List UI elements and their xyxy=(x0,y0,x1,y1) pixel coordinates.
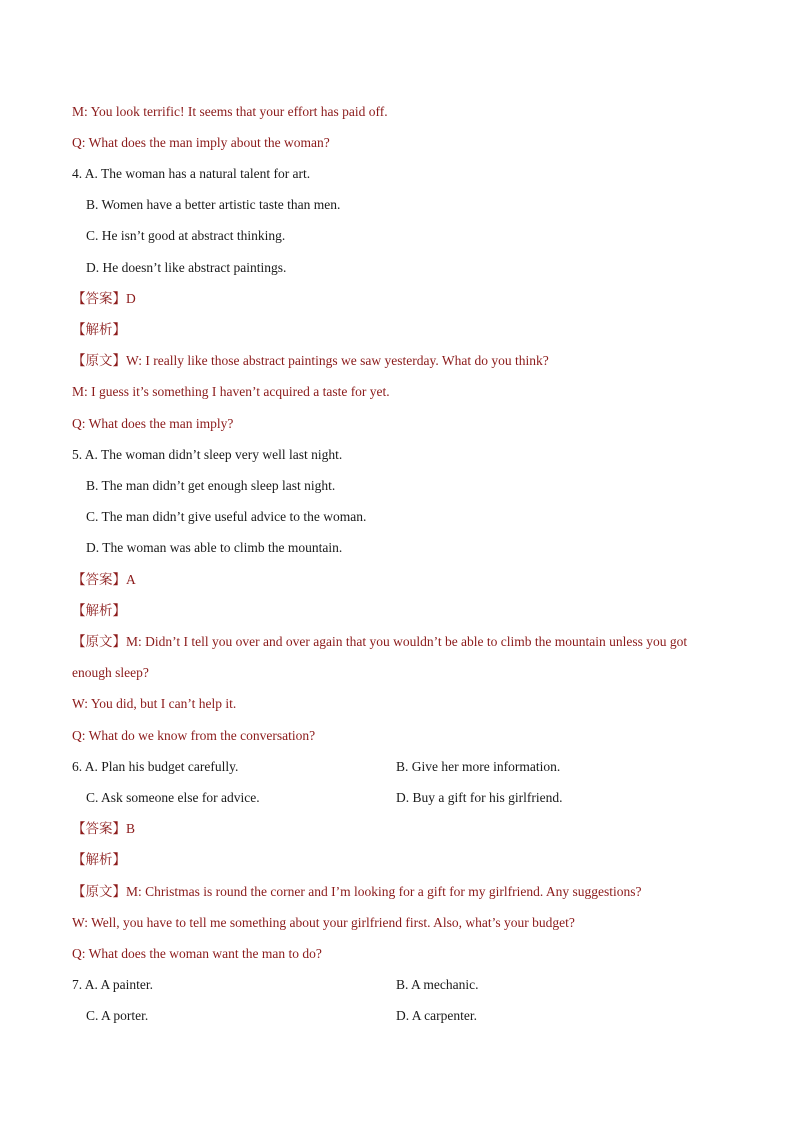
answer-5: 【答案】A xyxy=(72,572,136,587)
option-4a: 4. A. The woman has a natural talent for art. xyxy=(72,166,311,181)
dialogue-line: M: You look terrific! It seems that your effort has paid off. xyxy=(72,104,388,119)
option-6c: C. Ask someone else for advice. xyxy=(86,790,260,805)
transcript-4-line-1: 【原文】W: I really like those abstract paintings we saw yesterday. What do you think? xyxy=(72,353,549,368)
transcript-5-line-2: W: You did, but I can’t help it. xyxy=(72,696,237,711)
option-7c: C. A porter. xyxy=(86,1008,149,1023)
option-7a: 7. A. A painter. xyxy=(72,977,153,992)
question-line: Q: What does the man imply about the woman? xyxy=(72,135,330,150)
option-4d: D. He doesn’t like abstract paintings. xyxy=(86,260,287,275)
option-5c: C. The man didn’t give useful advice to the woman. xyxy=(86,509,367,524)
option-5d: D. The woman was able to climb the mountain. xyxy=(86,540,343,555)
transcript-6-line-2: W: Well, you have to tell me something about your girlfriend first. Also, what’s your budget? xyxy=(72,915,575,930)
option-4b: B. Women have a better artistic taste than men. xyxy=(86,197,341,212)
transcript-4-line-2: M: I guess it’s something I haven’t acquired a taste for yet. xyxy=(72,384,390,399)
answer-4: 【答案】D xyxy=(72,291,136,306)
option-6b: B. Give her more information. xyxy=(396,759,561,774)
transcript-5-line-1: 【原文】M: Didn’t I tell you over and over again that you wouldn’t be able to climb the mountain unless you got xyxy=(72,634,688,649)
option-6d: D. Buy a gift for his girlfriend. xyxy=(396,790,563,805)
answer-6: 【答案】B xyxy=(72,821,136,836)
option-7b: B. A mechanic. xyxy=(396,977,479,992)
option-6a: 6. A. Plan his budget carefully. xyxy=(72,759,239,774)
analysis-6: 【解析】 xyxy=(72,852,126,867)
option-4c: C. He isn’t good at abstract thinking. xyxy=(86,228,286,243)
transcript-5-line-1-cont: enough sleep? xyxy=(72,665,149,680)
transcript-4-question: Q: What does the man imply? xyxy=(72,416,234,431)
transcript-5-question: Q: What do we know from the conversation? xyxy=(72,728,316,743)
transcript-6-line-1: 【原文】M: Christmas is round the corner and I’m looking for a gift for my girlfriend. Any suggestions? xyxy=(72,884,642,899)
option-5b: B. The man didn’t get enough sleep last night. xyxy=(86,478,336,493)
option-5a: 5. A. The woman didn’t sleep very well last night. xyxy=(72,447,343,462)
analysis-5: 【解析】 xyxy=(72,603,126,618)
option-7d: D. A carpenter. xyxy=(396,1008,477,1023)
transcript-6-question: Q: What does the woman want the man to do? xyxy=(72,946,322,961)
analysis-4: 【解析】 xyxy=(72,322,126,337)
